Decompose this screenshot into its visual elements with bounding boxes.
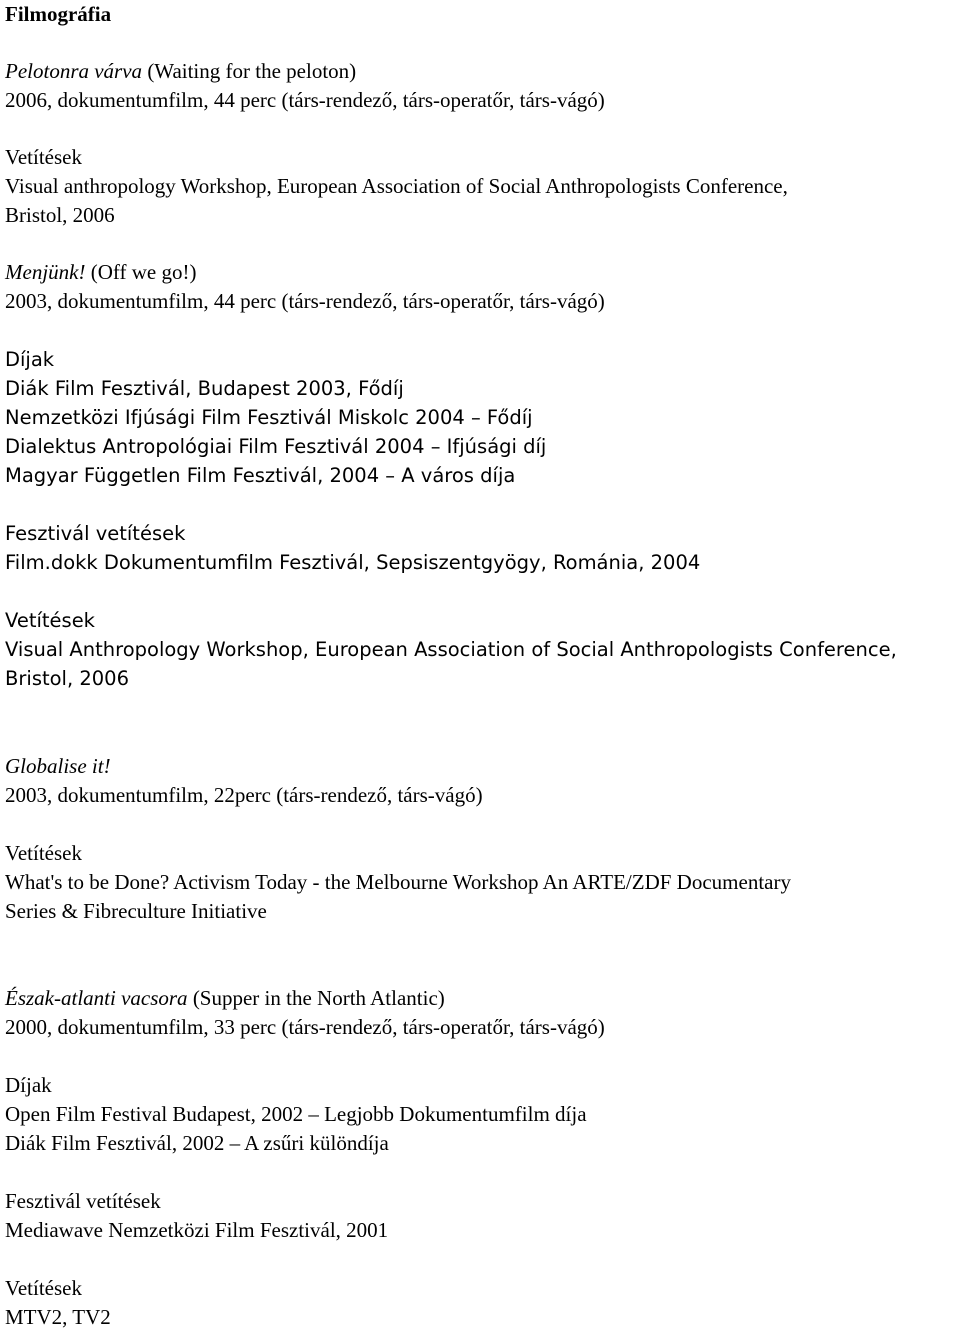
section-label-screenings: Vetítések (5, 145, 82, 169)
film-title: Pelotonra várva (5, 59, 143, 83)
section-label-awards: Díjak (5, 348, 55, 371)
list-item: Visual anthropology Workshop, European Association of Social Anthropologists Conference, (5, 174, 788, 198)
section-label-screenings: Vetítések (5, 1276, 82, 1300)
list-item: Bristol, 2006 (5, 203, 115, 227)
film-title-english: (Supper in the North Atlantic) (187, 986, 445, 1010)
film-info: 2006, dokumentumfilm, 44 perc (társ-rendező, társ-operatőr, társ-vágó) (5, 88, 605, 112)
film-title-english: (Waiting for the peloton) (142, 59, 357, 83)
list-item: Diák Film Fesztivál, 2002 – A zsűri különdíja (5, 1131, 389, 1155)
list-item: Series & Fibreculture Initiative (5, 899, 267, 923)
section-label-screenings: Vetítések (5, 841, 82, 865)
list-item: Dialektus Antropológiai Film Fesztivál 2004 – Ifjúsági díj (5, 435, 547, 458)
list-item: What's to be Done? Activism Today - the Melbourne Workshop An ARTE/ZDF Documentary (5, 870, 791, 894)
section-label-festival-screenings: Fesztivál vetítések (5, 1189, 161, 1213)
film-title-line (5, 984, 445, 1013)
list-item: Visual Anthropology Workshop, European Association of Social Anthropologists Conference, (5, 638, 897, 661)
section-label-festival-screenings: Fesztivál vetítések (5, 522, 186, 545)
film-title: Menjünk! (5, 260, 86, 284)
film-info: 2003, dokumentumfilm, 44 perc (társ-rendező, társ-operatőr, társ-vágó) (5, 289, 605, 313)
list-item: MTV2, TV2 (5, 1305, 111, 1329)
page-heading: Filmográfia (5, 2, 112, 26)
list-item: Open Film Festival Budapest, 2002 – Legjobb Dokumentumfilm díja (5, 1102, 587, 1126)
film-title-english: (Off we go!) (85, 260, 197, 284)
film-title-line (5, 258, 196, 287)
list-item: Film.dokk Dokumentumfilm Fesztivál, Sepsiszentgyögy, Románia, 2004 (5, 551, 701, 574)
section-label-screenings: Vetítések (5, 609, 95, 632)
section-label-awards: Díjak (5, 1073, 52, 1097)
film-title-line (5, 752, 111, 781)
list-item: Diák Film Fesztivál, Budapest 2003, Fődíj (5, 377, 404, 400)
list-item: Mediawave Nemzetközi Film Fesztivál, 2001 (5, 1218, 389, 1242)
film-title: Globalise it! (5, 754, 111, 778)
list-item: Bristol, 2006 (5, 667, 129, 690)
film-title: Észak-atlanti vacsora (5, 986, 188, 1010)
film-title-line (5, 57, 356, 86)
list-item: Nemzetközi Ifjúsági Film Fesztivál Miskolc 2004 – Fődíj (5, 406, 533, 429)
film-info: 2003, dokumentumfilm, 22perc (társ-rendező, társ-vágó) (5, 783, 483, 807)
film-info: 2000, dokumentumfilm, 33 perc (társ-rendező, társ-operatőr, társ-vágó) (5, 1015, 605, 1039)
list-item: Magyar Független Film Fesztivál, 2004 – A város díja (5, 464, 516, 487)
